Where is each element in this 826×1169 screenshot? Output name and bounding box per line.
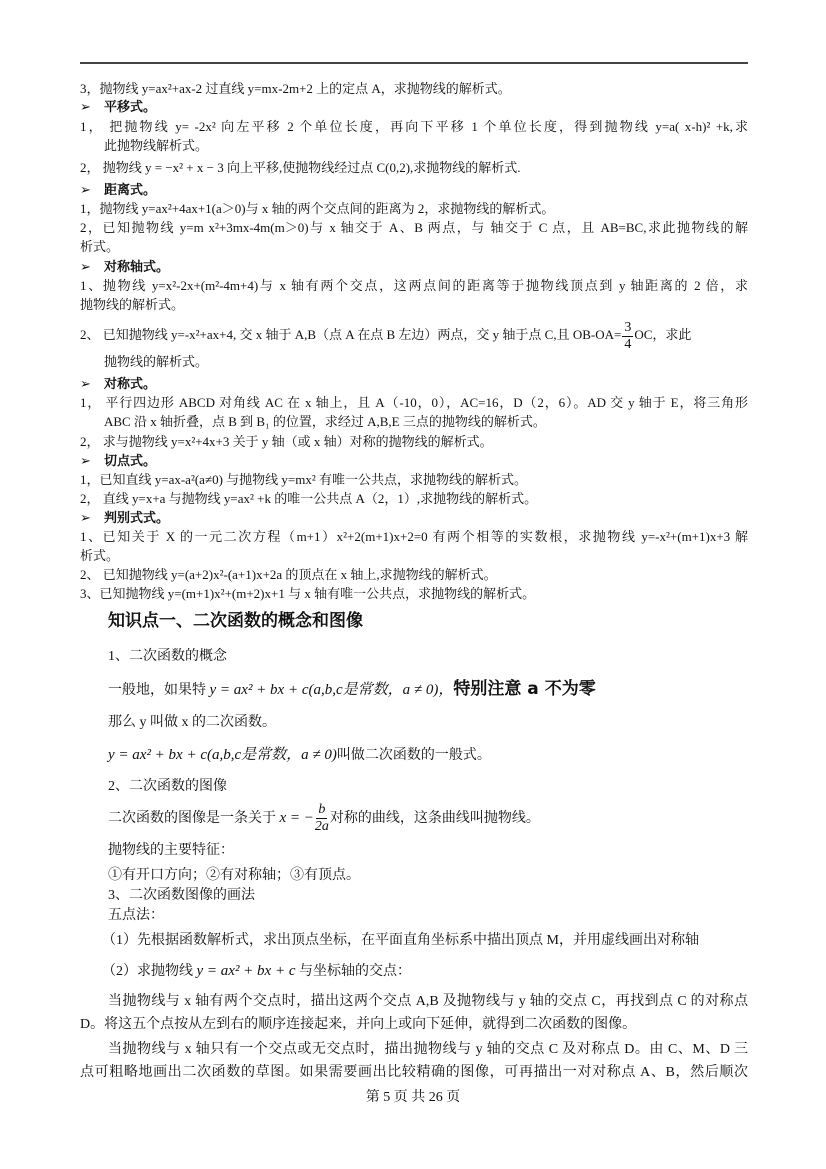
section-title: ➢ 平移式。: [80, 98, 156, 116]
question-text: 3，抛物线 y=ax²+ax-2 过直线 y=mx-2m+2 上的定点 A，求抛物线的解析式。: [80, 81, 511, 96]
formula: x = −: [279, 810, 314, 826]
paragraph-text: 点可粗略地画出二次函数的草图。如果需要画出比较精确的图像，可再描出一对对称点 A、B，然后顺次: [80, 1065, 748, 1080]
definition-text: 那么 y 叫做 x 的二次函数。: [108, 715, 276, 730]
formula: y = ax² + bx + c(a,b,c是常数，a ≠ 0): [108, 747, 337, 763]
question-text: 此抛物线解析式。: [104, 138, 209, 153]
emphasis-note: 特别注意 a 不为零: [453, 679, 596, 699]
question-text: 2， 直线 y=x+a 与抛物线 y=ax² +k 的唯一公共点 A（2，1）,求抛物线的解析式。: [80, 491, 538, 506]
fraction: [622, 320, 633, 353]
step-text: （1）先根据函数解析式，求出顶点坐标，在平面直角坐标系中描出顶点 M，并用虚线画出对称轴: [102, 933, 699, 948]
text: 与坐标轴的交点：: [295, 964, 411, 979]
subsection-title: 1、二次函数的概念: [108, 649, 227, 664]
section-title: ➢ 切点式。: [80, 452, 156, 470]
question-text: ABC 沿 x 轴折叠，点 B 到 B₁ 的位置，求经过 A,B,E 三点的抛物线的解析式。: [104, 414, 546, 429]
question-text: 2， 抛物线 y = −x² + x − 3 向上平移,使抛物线经过点 C(0,2),求抛物线的解析式.: [80, 160, 521, 175]
fraction: [315, 802, 329, 835]
numerator: 3: [624, 319, 632, 335]
text: （2）求抛物线: [102, 964, 197, 979]
text: 二次函数的图像是一条关于: [108, 811, 280, 826]
question-text: 抛物线的解析式。: [80, 297, 185, 312]
general-form-line: [108, 745, 491, 766]
question-text: 1， 把抛物线 y= -2x² 向左平移 2 个单位长度，再向下平移 1 个单位长度，得到抛物线 y=a( x-h)² +k,求: [80, 119, 748, 134]
header-rule: [80, 62, 748, 64]
text: 五点法：: [108, 908, 164, 923]
text: 一般地，如果特: [108, 683, 210, 698]
numerator: b: [318, 802, 326, 818]
denominator: 4: [624, 336, 632, 352]
definition-line: [108, 676, 596, 704]
question-text: 3、已知抛物线 y=(m+1)x²+(m+2)x+1 与 x 轴有唯一公共点，求抛物线的解析式。: [80, 586, 536, 601]
denominator: 2a: [314, 819, 329, 835]
question-text: 1，已知直线 y=ax-a²(a≠0) 与抛物线 y=mx² 有唯一公共点，求抛物线的解析式。: [80, 472, 528, 487]
text: ①有开口方向；②有对称轴；③有顶点。: [108, 868, 360, 883]
section-title: ➢ 判别式式。: [80, 509, 169, 527]
paragraph-text: 当抛物线与 x 轴有两个交点时，描出这两个交点 A,B 及抛物线与 y 轴的交点 C，再找到点 C 的对称点: [108, 994, 748, 1009]
question-text: 1， 平行四边形 ABCD 对角线 AC 在 x 轴上，且 A（-10，0），AC=16，D（2，6）。AD 交 y 轴于 E，将三角形: [80, 395, 748, 410]
question-text: 1，抛物线 y=ax²+4ax+1(a＞0)与 x 轴的两个交点间的距离为 2，求抛物线的解析式。: [80, 201, 555, 216]
question-text: 2、 已知抛物线 y=(a+2)x²-(a+1)x+2a 的顶点在 x 轴上,求抛物线的解析式。: [80, 567, 497, 582]
paragraph-text: D。将这五个点按从左到右的顺序连接起来，并向上或向下延伸，就得到二次函数的图像。: [80, 1017, 637, 1032]
section-title: ➢ 距离式。: [80, 181, 156, 199]
graph-line: [108, 800, 540, 837]
section-title: ➢ 对称式。: [80, 375, 156, 393]
step-text: [102, 959, 411, 984]
text: 对称的曲线，这条曲线叫抛物线。: [329, 811, 540, 826]
text: 叫做二次函数的一般式。: [336, 748, 491, 763]
section-title: ➢ 对称轴式。: [80, 258, 169, 276]
question-part: 2、 已知抛物线 y=-x²+ax+4, 交 x 轴于 A,B（点 A 在点 B 左边）两点，交 y 轴于点 C,且 OB-OA=: [80, 327, 622, 342]
formula: y = ax² + bx + c(a,b,c是常数，a ≠ 0)，: [209, 682, 454, 698]
question-text: 2， 求与抛物线 y=x²+4x+3 关于 y 轴（或 x 轴）对称的抛物线的解析式。: [80, 434, 493, 449]
subsection-title: 2、二次函数的图像: [108, 779, 227, 794]
question-text: 2，已知抛物线 y=m x²+3mx-4m(m＞0)与 x 轴交于 A、B 两点，与 轴交于 C 点，且 AB=BC,求此抛物线的解: [80, 220, 748, 235]
question-part: OC，求此: [634, 327, 692, 342]
question-text: 析式。: [80, 548, 120, 563]
subsection-title: 3、二次函数图像的画法: [108, 888, 255, 903]
page-footer: 第 5 页 共 26 页: [365, 1090, 461, 1105]
formula: y = ax² + bx + c: [196, 963, 296, 979]
knowledge-heading: 知识点一、二次函数的概念和图像: [108, 611, 363, 631]
question-text: 1、抛物线 y=x²-2x+(m²-4m+4)与 x 轴有两个交点，这两点间的距离等于抛物线顶点到 y 轴距离的 2 倍，求: [80, 278, 748, 293]
question-text: [80, 318, 691, 353]
question-text: 析式。: [80, 239, 120, 254]
text: 抛物线的主要特征：: [108, 843, 234, 858]
question-text: 1、已知关于 X 的一元二次方程（m+1）x²+2(m+1)x+2=0 有两个相等的实数根，求抛物线 y=-x²+(m+1)x+3 解: [80, 529, 748, 544]
question-text: 抛物线的解析式。: [104, 354, 209, 369]
paragraph-text: 当抛物线与 x 轴只有一个交点或无交点时，描出抛物线与 y 轴的交点 C 及对称点 D。由 C、M、D 三: [108, 1042, 748, 1057]
